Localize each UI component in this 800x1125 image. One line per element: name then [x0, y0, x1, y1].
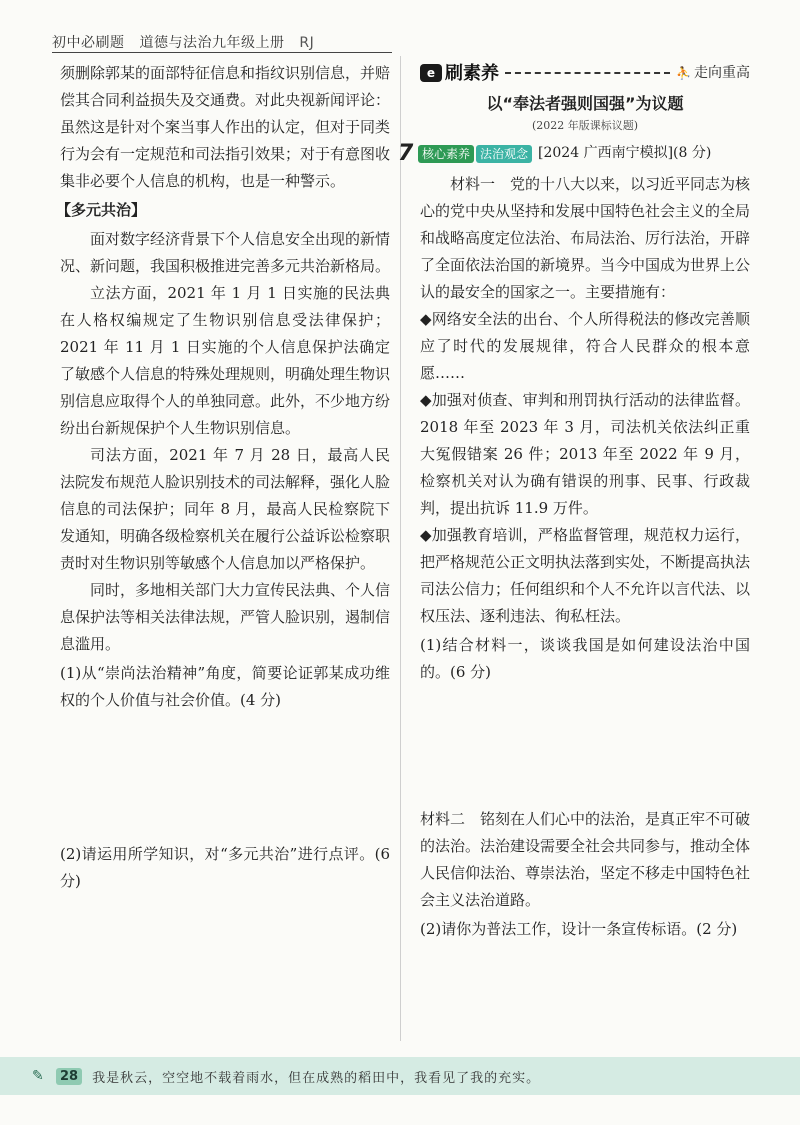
core-literacy-tag: 核心素养 [418, 145, 474, 163]
column-divider [400, 56, 401, 1041]
left-paragraph-1: 须删除郭某的面部特征信息和指纹识别信息，并赔偿其合同利益损失及交通费。对此央视新闻评论：虽然这是针对个案当事人作出的认定，但对于同类行为会有一定规范和司法指引效果；对于有意图收集非必要个人信息的机构，也是一种警示。 [60, 64, 391, 190]
banner-dashed-line [505, 72, 670, 74]
banner-right-label: 走向重高 [694, 64, 750, 81]
left-column [56, 60, 391, 895]
edition-label: RJ [299, 35, 315, 51]
right-question-1: (1)结合材料一，谈谈我国是如何建设法治中国的。(6 分) [420, 636, 750, 681]
left-paragraph-3: 立法方面，2021 年 1 月 1 日实施的民法典在人格权编规定了生物识别信息受法律保护；2021 年 11 月 1 日实施的个人信息保护法确定了敏感个人信息的特殊处理规则，明确处理生物识别信息应取得个人的单独同意。此外，不少地方纷纷出台新规保护个人生物识别信息。 [60, 284, 391, 437]
left-question-2: (2)请运用所学知识，对“多元共治”进行点评。(6 分) [60, 845, 390, 890]
page-number: 28 [56, 1068, 82, 1085]
left-paragraph-4: 司法方面，2021 年 7 月 28 日，最高人民法院发布规范人脸识别技术的司法解释，强化人脸信息的司法保护；同年 8 月，最高人民检察院下发通知，明确各级检察机关在履行公益诉讼检察职责时对生物识别等敏感个人信息加以严格保护。 [60, 446, 391, 572]
answer-space-1 [60, 714, 390, 839]
question-number: 7 [398, 141, 414, 166]
header-rule [52, 52, 392, 53]
page-footer [0, 1057, 800, 1095]
material-bullet-2: ◆加强对侦查、审判和刑罚执行活动的法律监督。2018 年至 2023 年 3 月，司法机关依法纠正重大冤假错案 26 件；2013 年至 2022 年 9 月，检察机关对认为确有错误的刑事、民事、行政裁判，提出抗诉 11.9 万件。 [420, 391, 750, 517]
right-column [398, 60, 751, 943]
footer-motto: 我是秋云，空空地不载着雨水，但在成熟的稻田中，我看见了我的充实。 [92, 1070, 541, 1086]
material-bullet-3: ◆加强教育培训，严格监督管理，规范权力运行，把严格规范公正文明执法落到实处，不断提高执法司法公信力；任何组织和个人不允许以言代法、以权压法、逐利违法、徇私枉法。 [420, 526, 751, 625]
topic-subtitle: (2022 年版课标议题) [531, 119, 639, 132]
material-2: 材料二 铭刻在人们心中的法治，是真正牢不可破的法治。法治建设需要全社会共同参与，推动全体人民信仰法治、尊崇法治，坚定不移走中国特色社会主义法治道路。 [420, 810, 751, 909]
right-question-2: (2)请你为普法工作，设计一条宣传标语。(2 分) [420, 920, 738, 938]
question-header [398, 140, 750, 167]
banner-badge: e [420, 64, 442, 82]
runner-icon: ⛹ [676, 65, 691, 80]
rule-of-law-tag: 法治观念 [476, 145, 532, 163]
material-bullet-1: ◆网络安全法的出台、个人所得税法的修改完善顺应了时代的发展规律，符合人民群众的根本意愿…… [420, 310, 750, 382]
left-paragraph-2: 面对数字经济背景下个人信息安全出现的新情况、新问题，我国积极推进完善多元共治新格局。 [60, 230, 391, 275]
question-source: [2024 广西南宁模拟](8 分) [538, 145, 712, 161]
banner-title: 刷素养 [445, 62, 499, 84]
book-title: 初中必刷题 [52, 35, 125, 51]
subject-title: 道德与法治九年级上册 [139, 35, 285, 51]
topic-title: 以“奉法者强则国强”为议题 [486, 94, 684, 113]
material-1: 材料一 党的十八大以来，以习近平同志为核心的党中央从坚持和发展中国特色社会主义的全局和战略高度定位法治、布局法治、厉行法治，开辟了全面依法治国的新境界。当今中国成为世界上公认的最安全的国家之一。主要措施有： [420, 175, 751, 301]
footer-leaf-icon: ✎ [32, 1068, 44, 1084]
section-heading: 【多元共治】 [56, 201, 147, 219]
page-header [52, 32, 324, 52]
answer-space-2 [420, 686, 750, 806]
section-banner [420, 60, 750, 86]
left-paragraph-5: 同时，多地相关部门大力宣传民法典、个人信息保护法等相关法律法规，严管人脸识别，遏制信息滥用。 [60, 581, 391, 653]
left-question-1: (1)从“崇尚法治精神”角度，简要论证郭某成功维权的个人价值与社会价值。(4 分) [60, 664, 390, 709]
